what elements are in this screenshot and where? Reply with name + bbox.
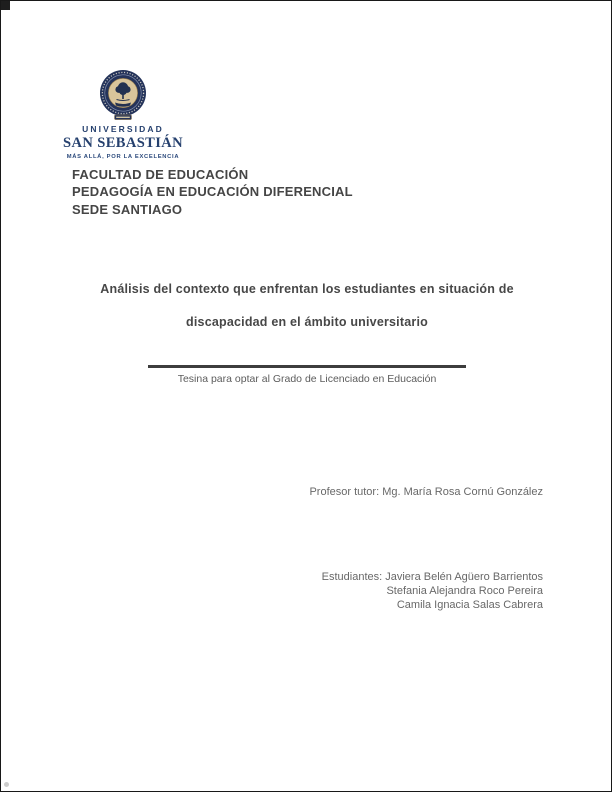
university-name-line2: SAN SEBASTIÁN <box>63 135 184 151</box>
scan-corner-artifact <box>1 1 10 10</box>
university-tagline: MÁS ALLÁ, POR LA EXCELENCIA <box>66 154 180 160</box>
thesis-title <box>35 273 579 339</box>
university-seal-icon <box>98 69 148 121</box>
student-line: Estudiantes: Javiera Belén Agüero Barrientos <box>321 571 543 583</box>
thesis-title-line1: Análisis del contexto que enfrentan los estudiantes en situación de <box>100 282 514 296</box>
student-line: Camila Ignacia Salas Cabrera <box>396 599 543 612</box>
faculty-name: FACULTAD DE EDUCACIÓN <box>72 167 249 182</box>
university-name-line1: UNIVERSIDAD <box>82 124 164 134</box>
scan-corner-artifact-bottom <box>4 782 9 787</box>
thesis-title-line2: discapacidad en el ámbito universitario <box>186 315 428 329</box>
program-name: PEDAGOGÍA EN EDUCACIÓN DIFERENCIAL <box>72 184 353 200</box>
university-logo <box>63 69 183 160</box>
student-line: Stefania Alejandra Roco Pereira <box>386 585 543 598</box>
faculty-header <box>72 166 353 218</box>
title-divider-rule <box>148 365 466 368</box>
advisor-line: Profesor tutor: Mg. María Rosa Cornú González <box>309 486 543 498</box>
campus-name: SEDE SANTIAGO <box>72 201 183 217</box>
students-block <box>322 570 543 613</box>
degree-note: Tesina para optar al Grado de Licenciado en Educación <box>177 373 437 385</box>
